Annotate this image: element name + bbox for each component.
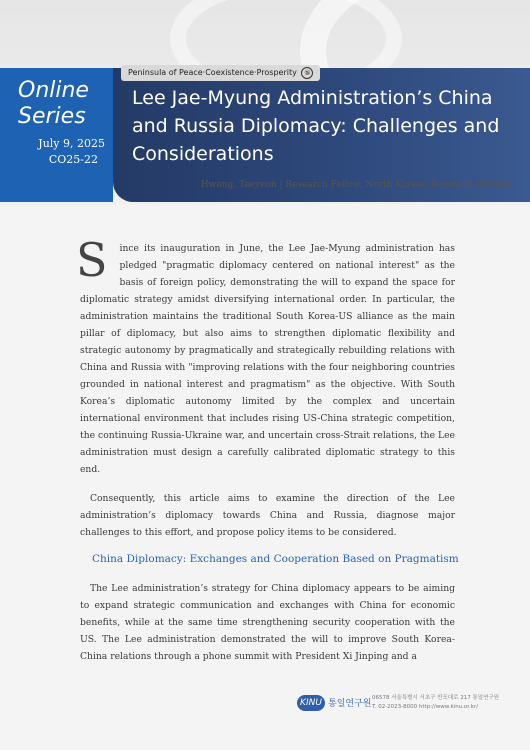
online-series-title-line1: Online (18, 78, 89, 103)
online-series-title (18, 78, 89, 130)
drop-cap: S (76, 233, 108, 287)
article-title: Lee Jae-Myung Administration’s China and Russia Diplomacy: Challenges and Considerations (132, 87, 500, 165)
author-byline: Hwang, Taeyeon | Research Fellow, North Korean Research Division (200, 180, 513, 190)
series-number-badge: ⑤ (301, 67, 313, 79)
series-code: CO25-22 (48, 153, 98, 166)
paragraph-2: Consequently, this article aims to examine the direction of the Lee administration’s diplomacy towards China and Russia, diagnose major challenges to this effort, and propose policy items to be considered. (80, 493, 455, 538)
paragraph-3: The Lee administration’s strategy for China diplomacy appears to be aiming to expand strategic communication and exchanges with China for economic benefits, while at the same time strengthening security cooperation with the US. The Lee administration demonstrated the will to improve South Korea-China relations through a phone summit with President Xi Jinping and a (80, 583, 455, 662)
address-line-1: 06578 서울특별시 서초구 반포대로 217 통일연구원 (372, 695, 500, 701)
section-heading: China Diplomacy: Exchanges and Cooperation Based on Pragmatism (92, 553, 459, 565)
organization-name: 통일연구원 (328, 699, 372, 709)
address-line-2: T. 02-2023-8000 http://www.kinu.or.kr/ (372, 704, 479, 710)
series-tag-label: Peninsula of Peace·Coexistence·Prosperity (128, 68, 297, 77)
publication-date: July 9, 2025 (38, 137, 105, 150)
paragraph-1-text: ince its inauguration in June, the Lee Jae-Myung administration has pledged "pragmatic diplomacy centered on national interest" as the basis of foreign policy, demonstrating the will to expand the space for diplomatic strategy amidst diversifying international order. In particular, the administration maintains the traditional South Korea-US alliance as the main pillar of diplomacy, but also aims to strengthen diplomatic flexibility and strategic autonomy by pragmatically and strategically rebuilding relations with China and Russia with "improving relations with the four neighboring countries grounded in national interest and pragmatism" as the objective. With South Korea’s diplomatic autonomy limited by the complex and uncertain international environment that includes rising US-China strategic competition, the continuing Russia-Ukraine war, and uncertain cross-Strait relations, the Lee administration must design a carefully calibrated diplomatic strategy to this end. (80, 243, 455, 475)
organization-address (372, 694, 499, 712)
online-series-panel (0, 68, 113, 202)
series-tag (121, 65, 320, 81)
paragraph-1 (76, 233, 455, 478)
kinu-logo: KINU (297, 695, 325, 711)
online-series-title-line2: Series (18, 104, 86, 129)
